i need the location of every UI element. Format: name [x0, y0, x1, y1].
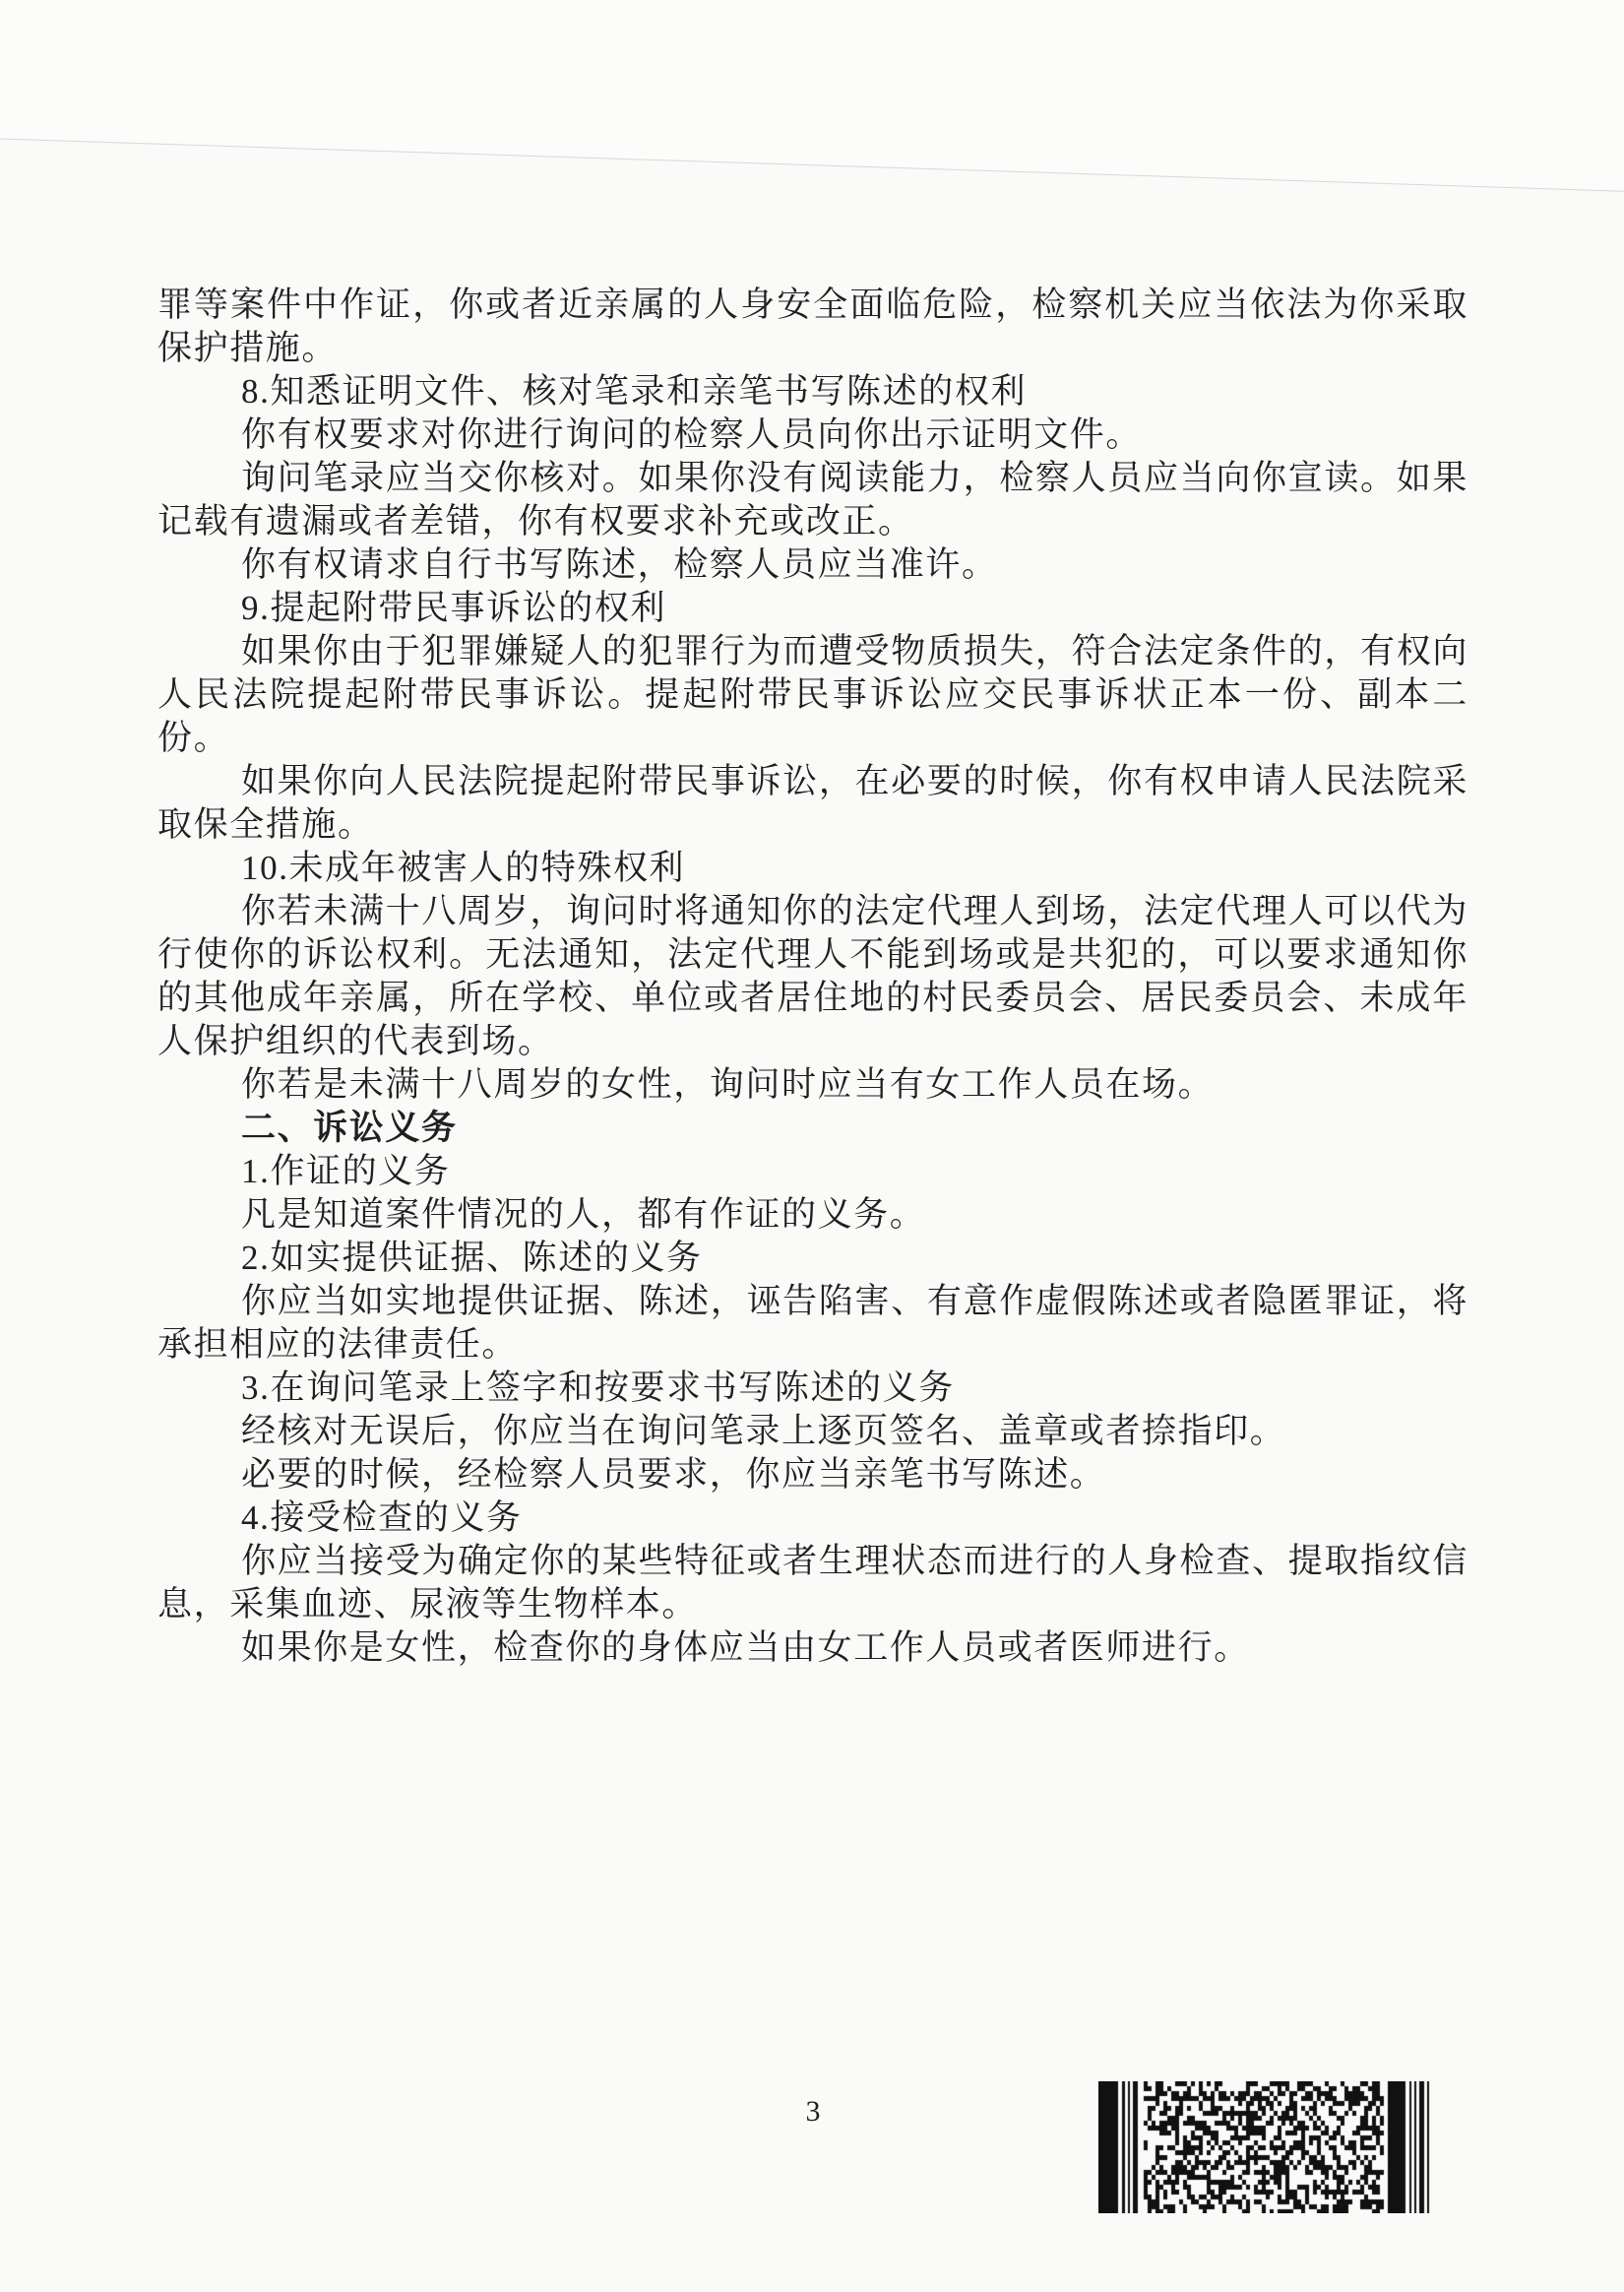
paragraph: 询问笔录应当交你核对。如果你没有阅读能力，检察人员应当向你宣读。如果记载有遗漏或者差错，你有权要求补充或改正。: [157, 459, 1468, 541]
paragraph: 罪等案件中作证，你或者近亲属的人身安全面临危险，检察机关应当依法为你采取保护措施。: [157, 286, 1468, 367]
scan-artifact-line: [0, 0, 1624, 193]
paragraph: 4.接受检查的义务: [241, 1498, 523, 1537]
paragraph: 你应当如实地提供证据、陈述，诬告陷害、有意作虚假陈述或者隐匿罪证，将承担相应的法律责任。: [157, 1282, 1468, 1364]
paragraph: 如果你向人民法院提起附带民事诉讼，在必要的时候，你有权申请人民法院采取保全措施。: [157, 762, 1468, 844]
paragraph: 经核对无误后，你应当在询问笔录上逐页签名、盖章或者捺指印。: [241, 1412, 1286, 1450]
paragraph: 二、诉讼义务: [241, 1109, 458, 1147]
paragraph: 10.未成年被害人的特殊权利: [241, 849, 686, 887]
paragraph: 如果你由于犯罪嫌疑人的犯罪行为而遭受物质损失，符合法定条件的，有权向人民法院提起附带民事诉讼。提起附带民事诉讼应交民事诉状正本一份、副本二份。: [157, 632, 1468, 757]
paragraph: 你若未满十八周岁，询问时将通知你的法定代理人到场，法定代理人可以代为行使你的诉讼权利。无法通知，法定代理人不能到场或是共犯的，可以要求通知你的其他成年亲属，所在学校、单位或者居住地的村民委员会、居民委员会、未成年人保护组织的代表到场。: [157, 892, 1468, 1060]
paragraph: 1.作证的义务: [241, 1152, 451, 1190]
document-body: [157, 284, 1468, 1670]
paragraph: 凡是知道案件情况的人，都有作证的义务。: [241, 1195, 926, 1234]
page-number: 3: [805, 2095, 821, 2128]
pdf417-barcode: [1098, 2081, 1445, 2213]
paragraph: 9.提起附带民事诉讼的权利: [241, 589, 667, 627]
paragraph: 必要的时候，经检察人员要求，你应当亲笔书写陈述。: [241, 1455, 1106, 1494]
paragraph: 如果你是女性，检查你的身体应当由女工作人员或者医师进行。: [241, 1628, 1250, 1667]
paragraph: 你有权要求对你进行询问的检察人员向你出示证明文件。: [241, 415, 1143, 454]
paragraph: 2.如实提供证据、陈述的义务: [241, 1239, 703, 1277]
paragraph: 你若是未满十八周岁的女性，询问时应当有女工作人员在场。: [241, 1065, 1215, 1104]
paragraph: 你应当接受为确定你的某些特征或者生理状态而进行的人身检查、提取指纹信息，采集血迹、尿液等生物样本。: [157, 1542, 1468, 1624]
paragraph: 3.在询问笔录上签字和按要求书写陈述的义务: [241, 1369, 955, 1407]
paragraph: 你有权请求自行书写陈述，检察人员应当准许。: [241, 545, 998, 584]
paragraph: 8.知悉证明文件、核对笔录和亲笔书写陈述的权利: [241, 372, 1028, 411]
